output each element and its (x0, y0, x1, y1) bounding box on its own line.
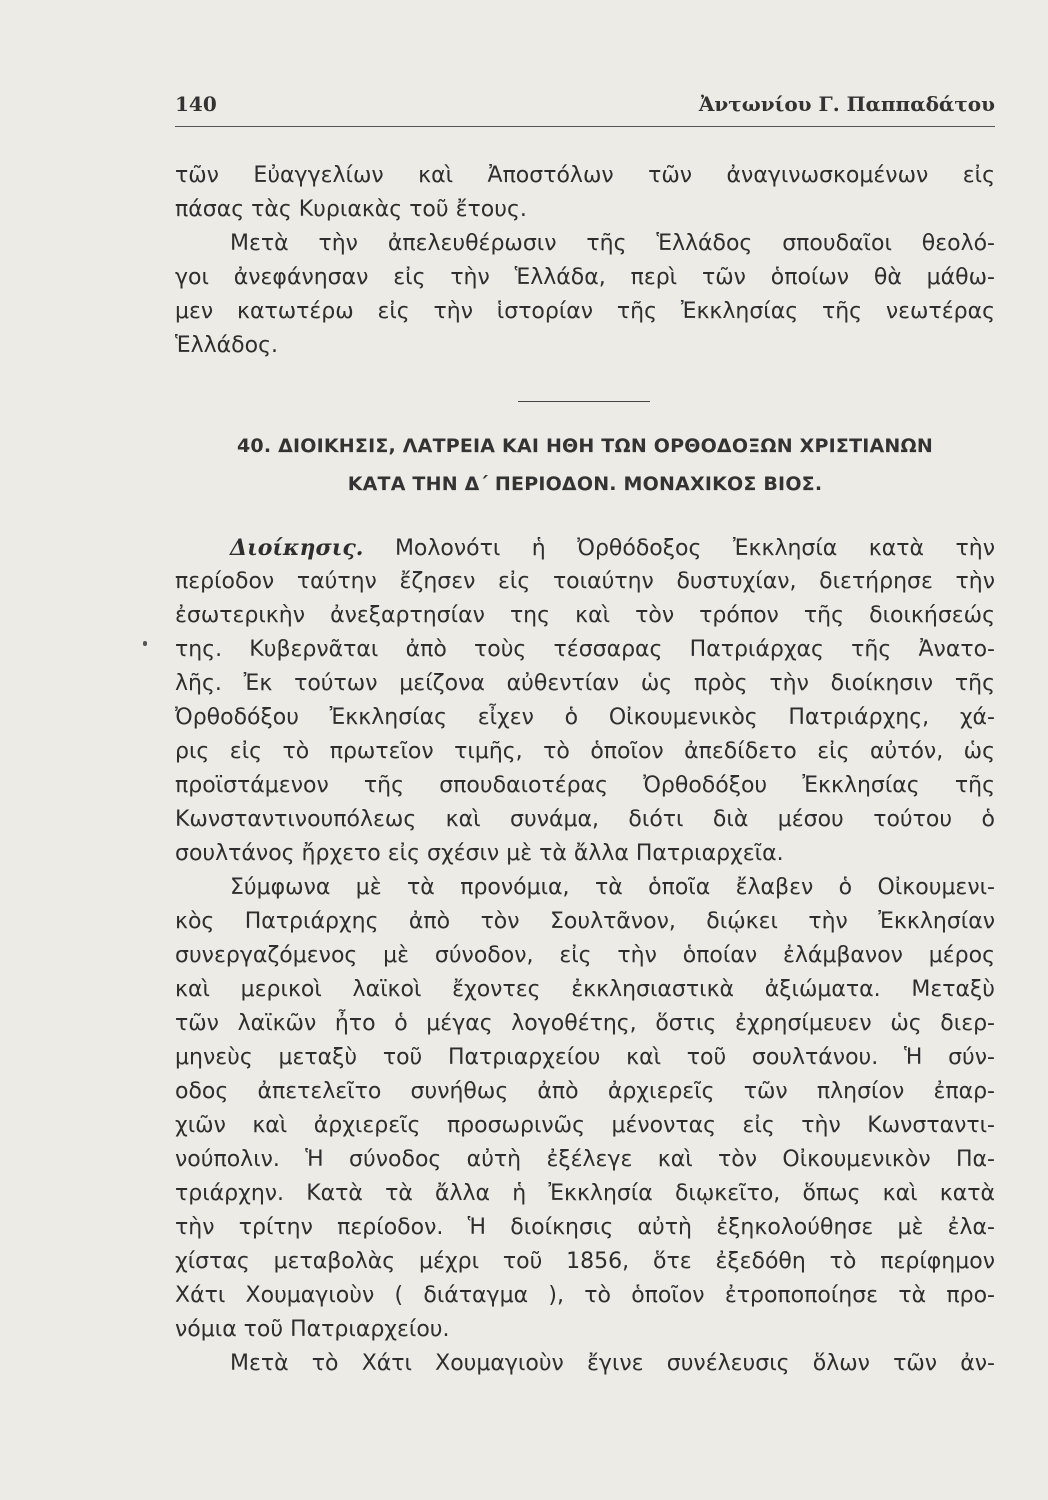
page-header (175, 92, 995, 127)
lead-word: Διοίκησις. (230, 535, 364, 561)
text-line: μεν κατωτέρω εἰς τὴν ἱστορίαν τῆς Ἐκκλησίας τῆς νεωτέρας (175, 299, 995, 324)
text-line: ρις εἰς τὸ πρωτεῖον τιμῆς, τὸ ὁποῖον ἀπεδίδετο εἰς αὐτόν, ὡς (175, 739, 995, 764)
text-line: τριάρχην. Κατὰ τὰ ἄλλα ἡ Ἐκκλησία διῳκεῖτο, ὅπως καὶ κατὰ (175, 1181, 995, 1206)
text-line: οδος ἀπετελεῖτο συνήθως ἀπὸ ἀρχιερεῖς τῶν πλησίον ἐπαρ- (175, 1079, 995, 1104)
text-line: της. Κυβερνᾶται ἀπὸ τοὺς τέσσαρας Πατριάρχας τῆς Ἀνατο- (175, 637, 995, 662)
text-line: τῶν Εὐαγγελίων καὶ Ἀποστόλων τῶν ἀναγινωσκομένων εἰς (175, 163, 995, 188)
section-heading-line2: ΚΑΤΑ ΤΗΝ Δ΄ ΠΕΡΙΟΔΟΝ. ΜΟΝΑΧΙΚΟΣ ΒΙΟΣ. (347, 473, 823, 495)
text-line: λῆς. Ἐκ τούτων μείζονα αὐθεντίαν ὡς πρὸς τὴν διοίκησιν τῆς (175, 671, 995, 696)
text-line: σουλτάνος ἤρχετο εἰς σχέσιν μὲ τὰ ἄλλα Πατριαρχεῖα. (175, 841, 784, 866)
section-heading-line1: 40. ΔΙΟΙΚΗΣΙΣ, ΛΑΤΡΕΙΑ ΚΑΙ ΗΘΗ ΤΩΝ ΟΡΘΟΔΟΞΩΝ ΧΡΙΣΤΙΑΝΩΝ (237, 435, 933, 457)
text-line: πάσας τὰς Κυριακὰς τοῦ ἔτους. (175, 197, 527, 222)
text-line: Ἑλλάδος. (175, 333, 279, 358)
text-line: χίστας μεταβολὰς μέχρι τοῦ 1856, ὅτε ἐξεδόθη τὸ περίφημον (175, 1249, 995, 1274)
text-line: χιῶν καὶ ἀρχιερεῖς προσωρινῶς μένοντας εἰς τὴν Κωνσταντι- (175, 1113, 995, 1138)
text-line: προϊστάμενον τῆς σπουδαιοτέρας Ὀρθοδόξου Ἐκκλησίας τῆς (175, 773, 995, 798)
first-line-text: Μολονότι ἡ Ὀρθόδοξος Ἐκκλησία κατὰ τὴν (363, 536, 995, 561)
text-line: Σύμφωνα μὲ τὰ προνόμια, τὰ ὁποῖα ἔλαβεν ὁ Οἰκουμενι- (230, 875, 995, 900)
text-line: Μετὰ τὸ Χάτι Χουμαγιοὺν ἔγινε συνέλευσις ὅλων τῶν ἀν- (230, 1351, 995, 1376)
text-line: τὴν τρίτην περίοδον. Ἡ διοίκησις αὐτὴ ἐξηκολούθησε μὲ ἐλα- (175, 1215, 995, 1240)
text-line: κὸς Πατριάρχης ἀπὸ τὸν Σουλτᾶνον, διῴκει τὴν Ἐκκλησίαν (175, 909, 995, 934)
text-line: γοι ἀνεφάνησαν εἰς τὴν Ἑλλάδα, περὶ τῶν ὁποίων θὰ μάθω- (175, 265, 995, 290)
text-line: τῶν λαϊκῶν ἦτο ὁ μέγας λογοθέτης, ὅστις ἐχρησίμευεν ὡς διερ- (175, 1011, 995, 1036)
section-first-line (175, 531, 995, 565)
margin-mark (143, 641, 147, 646)
page-number: 140 (175, 92, 217, 116)
text-line: Ὀρθοδόξου Ἐκκλησίας εἶχεν ὁ Οἰκουμενικὸς Πατριάρχης, χά- (175, 705, 995, 730)
text-line: νόμια τοῦ Πατριαρχείου. (175, 1317, 450, 1342)
text-line: Μετὰ τὴν ἀπελευθέρωσιν τῆς Ἑλλάδος σπουδαῖοι θεολό- (230, 231, 995, 256)
running-title: Ἀντωνίου Γ. Παππαδάτου (698, 92, 995, 116)
text-line: νούπολιν. Ἡ σύνοδος αὐτὴ ἐξέλεγε καὶ τὸν Οἰκουμενικὸν Πα- (175, 1147, 995, 1172)
section-divider (518, 401, 650, 402)
text-line: συνεργαζόμενος μὲ σύνοδον, εἰς τὴν ὁποίαν ἐλάμβανον μέρος (175, 943, 995, 968)
text-line: καὶ μερικοὶ λαϊκοὶ ἔχοντες ἐκκλησιαστικὰ ἀξιώματα. Μεταξὺ (175, 977, 995, 1002)
text-line: ἐσωτερικὴν ἀνεξαρτησίαν της καὶ τὸν τρόπον τῆς διοικήσεώς (175, 603, 995, 628)
text-line: περίοδον ταύτην ἔζησεν εἰς τοιαύτην δυστυχίαν, διετήρησε τὴν (175, 569, 995, 594)
text-line: μηνεὺς μεταξὺ τοῦ Πατριαρχείου καὶ τοῦ σουλτάνου. Ἡ σύν- (175, 1045, 995, 1070)
text-line: Χάτι Χουμαγιοὺν ( διάταγμα ), τὸ ὁποῖον ἐτροποποίησε τὰ προ- (175, 1283, 995, 1308)
text-line: Κωνσταντινουπόλεως καὶ συνάμα, διότι διὰ μέσου τούτου ὁ (175, 807, 995, 832)
